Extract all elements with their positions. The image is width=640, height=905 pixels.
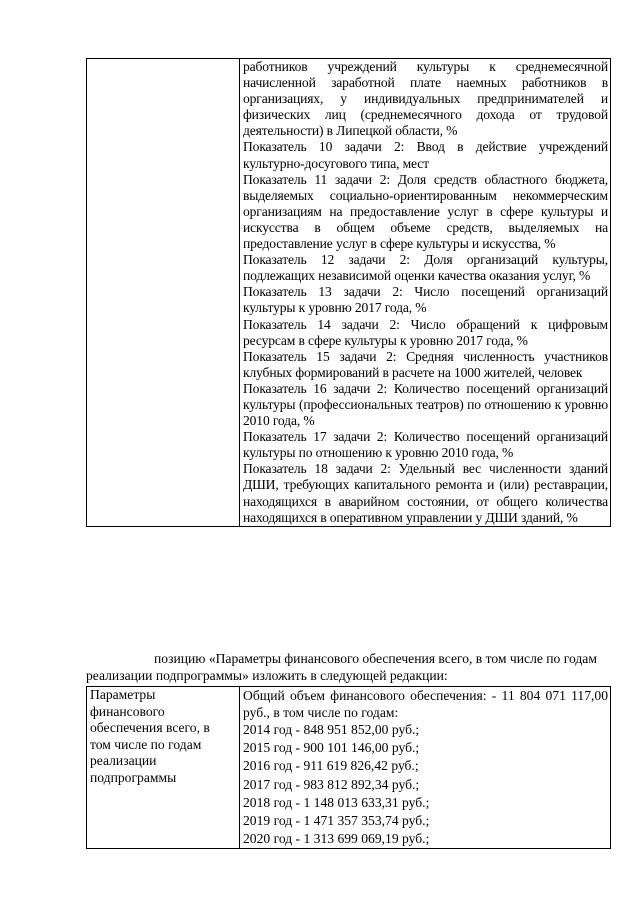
indicator-item: Показатель 17 задачи 2: Количество посещений организаций культуры по отношению к уровню 2010 года, % <box>243 429 608 461</box>
financing-values-cell <box>240 687 611 849</box>
label-line: реализации <box>90 753 157 768</box>
financing-year: 2019 год - 1 471 357 353,74 руб.; <box>243 813 430 829</box>
financing-label-cell <box>87 687 240 849</box>
label-line: Параметры <box>90 687 156 702</box>
financing-year: 2015 год - 900 101 146,00 руб.; <box>243 740 420 756</box>
financing-total: Общий объем финансового обеспечения: - 11 804 071 117,00 руб., в том числе по годам: <box>243 688 608 720</box>
indicator-item: Показатель 18 задачи 2: Удельный вес численности зданий ДШИ, требующих капитального ремонта и (или) реставрации, находящихся в аварийном состоянии, от общего количества находящихся в оперативном управлении у ДШИ зданий, % <box>243 461 608 525</box>
label-line: том числе по годам <box>90 736 202 752</box>
label-line: финансового <box>90 703 165 719</box>
financing-year: 2017 год - 983 812 892,34 руб.; <box>243 776 420 792</box>
indicators-cell <box>240 59 611 527</box>
financing-year: 2018 год - 1 148 013 633,31 руб.; <box>243 794 430 810</box>
indicator-item: Показатель 16 задачи 2: Количество посещений организаций культуры (профессиональных театров) по отношению к уровню 2010 года, % <box>243 380 608 429</box>
indicator-item: Показатель 11 задачи 2: Доля средств областного бюджета, выделяемых социально-ориентированным некоммерческим организациям на предоставление услуг в сфере культуры и искусства в общем объеме средств, выделяемых на предоставление услуг в сфере культуры и искусства, % <box>243 171 608 252</box>
financing-year: 2020 год - 1 313 699 069,19 руб.; <box>243 831 430 847</box>
table-row <box>87 59 611 527</box>
financing-year: 2016 год - 911 619 826,42 руб.; <box>243 758 419 774</box>
instruction-paragraph: позицию «Параметры финансового обеспечения всего, в том числе по годам реализации подпрограммы» изложить в следующей редакции: <box>86 651 597 683</box>
table-cell-empty <box>87 59 240 527</box>
indicator-item: Показатель 10 задачи 2: Ввод в действие учреждений культурно-досугового типа, мест <box>243 139 608 171</box>
financing-table <box>86 686 611 849</box>
indicators-table <box>86 58 611 527</box>
financing-year: 2014 год - 848 951 852,00 руб.; <box>243 722 420 737</box>
table-row <box>87 687 611 849</box>
indicator-item: Показатель 14 задачи 2: Число обращений к цифровым ресурсам в сфере культуры к уровню 2017 года, % <box>243 316 608 348</box>
indicator-item: Показатель 12 задачи 2: Доля организаций культуры, подлежащих независимой оценки качества оказания услуг, % <box>243 252 608 284</box>
indicator-item: Показатель 15 задачи 2: Средняя численность участников клубных формирований в расчете на 1000 жителей, человек <box>243 348 608 380</box>
indicator-item: Показатель 13 задачи 2: Число посещений организаций культуры к уровню 2017 года, % <box>243 284 608 316</box>
label-line: обеспечения всего, в <box>90 720 210 735</box>
label-line: подпрограммы <box>90 769 177 785</box>
indicator-item: работников учреждений культуры к среднемесячной начисленной заработной плате наемных работников в организациях, у индивидуальных предпринимателей и физических лиц (среднемесячного дохода от трудовой деятельности) в Липецкой области, % <box>243 59 608 139</box>
